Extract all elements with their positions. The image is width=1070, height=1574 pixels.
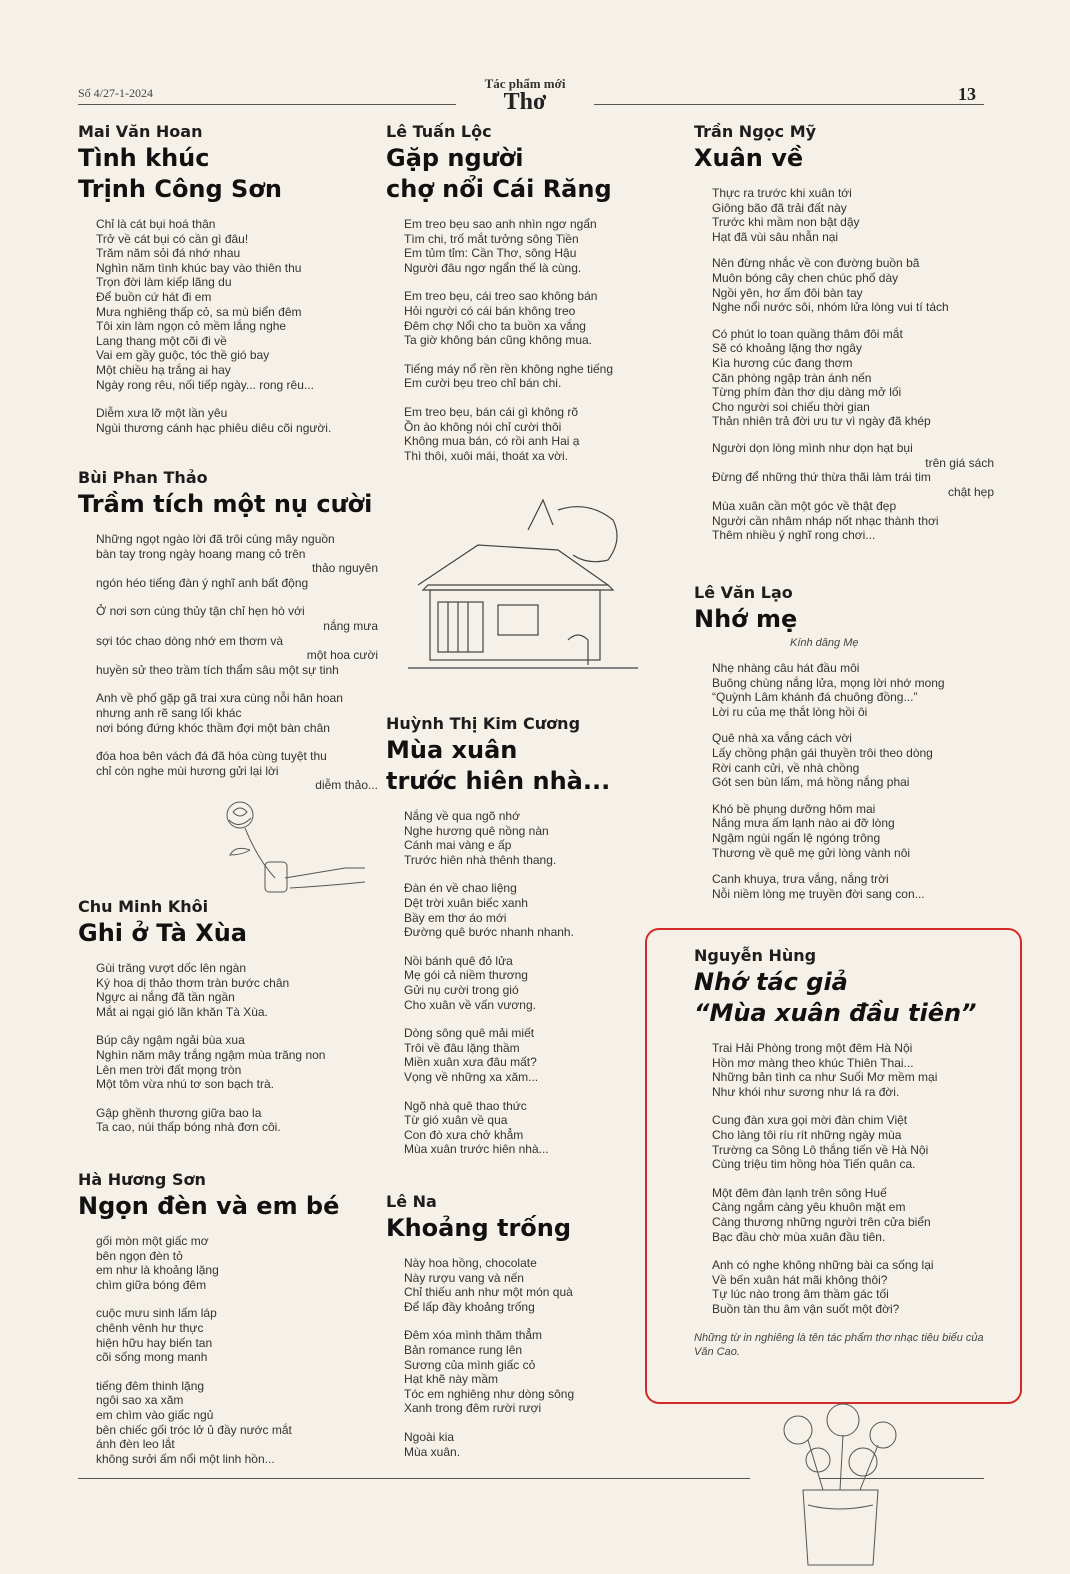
poem-tram-tich	[78, 468, 378, 807]
poem-line: ngón héo tiếng đàn ý nghĩ anh bất động	[96, 575, 309, 590]
poem-line: Gót sen bùn lấm, má hồng nắng phai	[712, 775, 910, 790]
poem-line: Những ngọt ngào lời đã trôi cùng mây nguồn	[96, 532, 335, 546]
poem-nho-me	[694, 583, 994, 913]
poem-line: Lên men trời đất mọng tròn	[96, 1062, 242, 1077]
poem-stanza	[404, 405, 686, 463]
poem-line: Đường quê bước nhanh nhanh.	[404, 925, 574, 940]
poem-line: Lời ru của mẹ thắt lòng hồi ôi	[712, 704, 868, 719]
poem-line: Sẽ có khoảng lặng thơ ngây	[712, 341, 862, 356]
poem-line: Tự lúc nào trong âm thầm gác tối	[712, 1287, 889, 1302]
poem-line: Em treo bẹu, cái treo sao không bán	[404, 289, 598, 304]
poem-line: Người cần nhâm nháp nốt nhạc thành thơi	[712, 513, 939, 528]
poem-line: Hạt đã vùi sâu nhẫn nại	[712, 229, 839, 244]
poem-line: chìm giữa bóng đêm	[96, 1277, 207, 1292]
poem-ngon-den	[78, 1170, 378, 1480]
poem-title-line: Trịnh Công Sơn	[78, 175, 282, 203]
poem-body	[404, 809, 686, 1157]
poem-line: huyền sử theo trầm tích thẩm sâu một sự tinh	[96, 662, 339, 677]
poem-line: Ở nơi sơn cùng thủy tận chỉ hẹn hò với	[96, 604, 305, 619]
poem-stanza	[712, 256, 994, 314]
poem-line: Nắng về qua ngõ nhớ	[404, 809, 520, 823]
poem-title	[694, 143, 994, 174]
poem-stanza	[96, 1033, 378, 1091]
poem-title	[694, 604, 994, 635]
poem-line: Ngậm ngùi ngấn lệ ngóng trông	[712, 830, 881, 845]
poem-dedication: Kính dâng Mẹ	[790, 637, 859, 649]
poem-title	[78, 1191, 378, 1222]
poem-line: Dệt trời xuân biếc xanh	[404, 895, 528, 910]
poem-line: Một đêm đàn lạnh trên sông Huế	[712, 1185, 887, 1200]
poem-line: Một chiều hạ trắng ai hay	[96, 362, 231, 377]
poem-line: em như là khoảng lặng	[96, 1263, 219, 1278]
poem-title-line: Gặp người	[386, 144, 524, 172]
poem-line: Rời canh cửi, về nhà chồng	[712, 760, 860, 775]
poem-tinh-khuc	[78, 122, 378, 449]
poem-line: Trọn đời làm kiếp lãng du	[96, 275, 232, 290]
house-sketch-illustration	[408, 490, 638, 685]
poem-line: Cung đàn xưa gọi mời đàn chim Việt	[712, 1113, 908, 1128]
poem-line: Cùng triệu tim hồng hòa Tiến quân ca.	[712, 1157, 916, 1172]
poem-line: Thương về quê mẹ gửi lòng vành nôi	[712, 845, 911, 860]
poem-line: Cho xuân về vấn vương.	[404, 997, 536, 1012]
poem-line: Mẹ gói cả niềm thương	[404, 968, 528, 983]
poem-stanza	[712, 441, 994, 543]
poem-line: Anh về phố gặp gã trai xưa cùng nỗi hân hoan	[96, 691, 343, 706]
poem-line: Này hoa hồng, chocolate	[404, 1256, 537, 1270]
poem-line: Quê nhà xa vắng cách vời	[712, 731, 852, 746]
poem-title-line: Mùa xuân	[386, 736, 518, 764]
poem-line: Kìa hương cúc đang thơm	[712, 355, 853, 370]
poem-line: ánh đèn leo lắt	[96, 1437, 175, 1452]
section-title: Thơ	[503, 89, 547, 115]
poem-stanza	[404, 1430, 686, 1459]
poem-line: Tiếng máy nổ rền rền không nghe tiếng	[404, 361, 614, 376]
poem-line: nơi bóng đứng khóc thầm đợi một bàn chân	[96, 720, 330, 735]
poem-line: Đừng để những thứ thừa thãi làm trái tim	[712, 470, 931, 485]
poem-line: Buồn tàn thu âm vận suốt một đời?	[712, 1301, 900, 1316]
poem-stanza	[96, 604, 378, 677]
poem-line: Nắng mưa ấm lạnh nào ai đỡ lòng	[712, 816, 895, 831]
poem-line: Ngực ai nắng đã tần ngần	[96, 990, 235, 1005]
poem-line: Diễm xưa lỡ một lần yêu	[96, 406, 228, 421]
poem-line: Nồi bánh quê đỏ lửa	[404, 953, 513, 968]
poem-author: Nguyễn Hùng	[694, 946, 817, 965]
poem-body	[404, 217, 686, 463]
poem-line: Gửi nụ cười trong gió	[404, 982, 519, 997]
header-rule-left	[78, 104, 456, 105]
poem-line: không sưởi ấm nổi một linh hồn...	[96, 1451, 275, 1466]
poem-line: Trước hiên nhà thênh thang.	[404, 852, 557, 867]
poem-line: Mùa xuân cần một góc về thật đẹp	[712, 499, 897, 514]
section-supertitle: Tác phẩm mới	[484, 76, 566, 91]
poem-title-line: chợ nổi Cái Răng	[386, 175, 612, 203]
highlight-box	[645, 928, 1022, 1404]
poem-line: Nên đừng nhắc về con đường buồn bã	[712, 256, 920, 271]
poem-title-line: Khoảng trống	[386, 1214, 572, 1242]
poem-title-line: Ngọn đèn và em bé	[78, 1192, 340, 1220]
poem-stanza	[404, 1256, 686, 1314]
poem-line: Từ gió xuân về qua	[404, 1113, 508, 1128]
poem-line: Cánh mai vàng e ấp	[404, 838, 512, 853]
poem-stanza	[96, 961, 378, 1019]
poem-body	[96, 532, 378, 793]
poem-line: thảo nguyên	[311, 561, 378, 576]
poem-gap-nguoi	[386, 122, 686, 477]
poem-line: Muôn bóng cây chen chúc phố dày	[712, 270, 899, 285]
poem-line: Tìm chi, trố mắt tưởng sông Tiền	[404, 231, 579, 246]
poem-line: Hồn mơ màng theo khúc Thiên Thai...	[712, 1055, 914, 1070]
poem-line: Chỉ là cát bụi hoá thân	[96, 217, 216, 231]
poem-line: Trở về cát bụi có cần gì đâu!	[96, 231, 249, 246]
poem-line: Em tủm tỉm: Cần Thơ, sông Hậu	[404, 246, 577, 261]
poem-line: Có phút lo toan quầng thâm đôi mắt	[712, 326, 903, 341]
poem-line: Từng phím đàn thơ dịu dàng mở lối	[712, 385, 902, 400]
poem-ghi-o-ta-xua	[78, 897, 378, 1149]
poem-stanza	[404, 1328, 686, 1416]
poem-line: gối mòn một giấc mơ	[96, 1234, 209, 1248]
poem-line: nắng mưa	[323, 618, 378, 633]
poem-line: Ngồi yên, hơ ấm đôi bàn tay	[712, 285, 863, 300]
poem-line: Canh khuya, trưa vắng, nắng trời	[712, 872, 889, 887]
issue-number: Số 4/27-1-2024	[78, 86, 153, 100]
poem-line: hiện hữu hay biến tan	[96, 1335, 213, 1350]
poem-line: một hoa cười	[306, 648, 378, 663]
poem-line: Càng ngắm càng yêu khuôn mặt em	[712, 1200, 906, 1215]
poem-line: Thản nhiên trả đời ưu tư vì ngày đã khép	[712, 414, 931, 429]
poem-stanza	[96, 749, 378, 793]
poem-line: Như khói như sương như lá ra đời.	[712, 1084, 900, 1099]
poem-line: Một tôm vừa nhú tơ son bạch trà.	[96, 1077, 274, 1092]
poem-line: chỉ còn nghe mùi hương gửi lại lời	[96, 763, 279, 778]
poem-line: Căn phòng ngập tràn ánh nến	[712, 370, 872, 385]
poem-title-line: “Mùa xuân đầu tiên”	[694, 999, 977, 1027]
poem-footnote: Những từ in nghiêng là tên tác phẩm thơ nhạc tiêu biểu của Văn Cao.	[694, 1331, 984, 1358]
rose-sketch-illustration	[205, 790, 370, 900]
poem-mua-xuan	[386, 714, 686, 1171]
header-rule-right	[594, 104, 984, 105]
poem-line: Thì thôi, xuôi mái, thoát xa vời.	[404, 448, 568, 463]
poem-line: Ký hoa dị thảo thơm tràn bước chân	[96, 975, 290, 990]
poem-line: Nỗi niềm lòng mẹ truyền đời sang con...	[712, 886, 925, 901]
poem-stanza	[712, 731, 994, 789]
poem-stanza	[404, 1099, 686, 1157]
poem-body	[712, 186, 994, 543]
poem-stanza	[404, 954, 686, 1012]
poem-body	[404, 1256, 686, 1459]
poem-line: Thực ra trước khi xuân tới	[712, 186, 852, 200]
poem-line: Thêm nhiều ý nghĩ rong chơi...	[712, 528, 876, 543]
poem-line: Trai Hải Phòng trong một đêm Hà Nội	[712, 1041, 913, 1055]
poem-line: Ta giờ không bán cũng không mua.	[404, 333, 592, 348]
poem-author: Mai Văn Hoan	[78, 122, 203, 141]
poem-line: Bạc đầu chờ mùa xuân đầu tiên.	[712, 1229, 886, 1244]
poem-line: Xanh trong đêm rười rượi	[404, 1401, 542, 1416]
poem-author: Chu Minh Khôi	[78, 897, 209, 916]
poem-author: Huỳnh Thị Kim Cương	[386, 714, 581, 733]
poem-title	[386, 1213, 686, 1244]
poem-line: Bản romance rung lên	[404, 1342, 523, 1357]
poem-line: Ta cao, núi thấp bóng nhà đơn côi.	[96, 1120, 281, 1135]
poem-line: Anh có nghe không những bài ca sống lại	[712, 1258, 934, 1273]
poem-line: Bầy em thơ áo mới	[404, 910, 507, 925]
poem-line: Hỏi người có cái bán không treo	[404, 303, 576, 318]
poem-stanza	[96, 532, 378, 590]
poem-stanza	[404, 289, 686, 347]
poem-stanza	[712, 802, 994, 860]
poem-line: Tôi xin làm ngọn cỏ mềm lắng nghe	[96, 319, 287, 334]
poem-line: Ngoài kia	[404, 1429, 455, 1444]
poem-line: Này rượu vang và nến	[404, 1270, 524, 1285]
poem-author: Bùi Phan Thảo	[78, 468, 208, 487]
poem-line: em chìm vào giấc ngủ	[96, 1407, 214, 1422]
poem-stanza	[404, 881, 686, 939]
poem-author: Lê Tuấn Lộc	[386, 122, 492, 141]
poem-line: Mưa nghiêng thấp cỏ, sa mù biển đêm	[96, 304, 302, 319]
poem-line: Ngày rong rêu, nối tiếp ngày... rong rêu...	[96, 377, 314, 392]
poem-line: Ngùi thương cánh hạc phiêu diêu cõi người.	[96, 420, 332, 435]
poem-line: Trăm năm sỏi đá nhớ nhau	[96, 246, 241, 261]
poem-line: chênh vênh hư thực	[96, 1320, 204, 1335]
poem-line: Người đâu ngơ ngẩn thế là cùng.	[404, 260, 582, 275]
poem-title-line: Ghi ở Tà Xùa	[78, 919, 247, 947]
poem-line: diễm thảo...	[315, 778, 378, 793]
poem-author: Trần Ngọc Mỹ	[694, 122, 817, 141]
poem-line: Tóc em nghiêng như dòng sông	[404, 1386, 575, 1401]
poem-stanza	[96, 1106, 378, 1135]
poem-line: Trôi về đâu lặng thầm	[404, 1040, 520, 1055]
poem-stanza	[712, 327, 994, 429]
poem-line: Đàn én về chao liệng	[404, 881, 517, 896]
poem-body	[712, 661, 994, 901]
poem-line: Để buồn cứ hát đi em	[96, 289, 212, 304]
poem-title-line: Xuân về	[694, 144, 804, 172]
poem-line: Buông chùng nắng lửa, mọng lời nhớ mong	[712, 675, 945, 690]
poem-line: Nghe nổi nước sôi, nhóm lửa lòng vui tí tách	[712, 300, 949, 315]
poem-stanza	[96, 691, 378, 735]
poem-line: Trước khi mầm non bật dậy	[712, 215, 860, 230]
poem-line: Về bến xuân hát mãi không thôi?	[712, 1272, 888, 1287]
poem-body	[96, 1234, 378, 1466]
poem-xuan-ve	[694, 122, 994, 555]
poem-author: Hà Hương Sơn	[78, 1170, 206, 1189]
poem-title-line: trước hiên nhà...	[386, 767, 611, 795]
poem-line: Dòng sông quê mải miết	[404, 1026, 535, 1041]
poem-stanza	[96, 1306, 378, 1364]
poem-line: bên chiếc gối tróc lở ủ đầy nước mắt	[96, 1422, 292, 1437]
poem-line: cõi sống mong manh	[96, 1350, 208, 1365]
poem-line: Vọng về những xa xăm...	[404, 1069, 539, 1084]
poem-title-line: Nhớ mẹ	[694, 605, 798, 633]
poem-stanza	[404, 217, 686, 275]
poem-title	[386, 735, 686, 797]
poem-line: Em treo bẹu sao anh nhìn ngơ ngẩn	[404, 217, 597, 231]
poem-line: Nghìn năm mây trắng ngậm mùa trăng non	[96, 1047, 326, 1062]
poem-line: Để lấp đầy khoảng trống	[404, 1299, 535, 1314]
poem-stanza	[96, 1379, 378, 1467]
poem-line: Vai em gầy guộc, tóc thề gió bay	[96, 348, 270, 363]
poem-line: bàn tay trong ngày hoang mang cỏ trên	[96, 546, 306, 561]
poem-line: Càng thương những người trên cửa biển	[712, 1214, 931, 1229]
poem-line: Cho làng tôi ríu rít những ngày mùa	[712, 1127, 902, 1142]
poem-line: Lang thang một cõi đi về	[96, 333, 227, 348]
poem-line: Gùi trăng vượt dốc lên ngàn	[96, 961, 246, 975]
poem-line: Hạt khẽ này mầm	[404, 1372, 499, 1387]
poem-line: Giông bão đã trải đất này	[712, 200, 847, 215]
poem-line: Búp cây ngậm ngải bùa xua	[96, 1033, 245, 1048]
poem-line: chật hẹp	[947, 484, 994, 499]
poem-line: sợi tóc chao dòng nhớ em thơm và	[96, 633, 284, 648]
poem-line: ngôi sao xa xăm	[96, 1393, 184, 1408]
poem-body	[96, 217, 378, 435]
poem-title	[78, 489, 378, 520]
poem-line: Mắt ai ngại gió lãn khăn Tà Xùa.	[96, 1004, 268, 1019]
poem-line: Đêm chợ Nổi cho ta buồn xa vắng	[404, 318, 586, 333]
poem-line: tiếng đêm thinh lặng	[96, 1378, 205, 1393]
poem-title	[78, 143, 378, 205]
poem-line: Đêm xóa mình thăm thẳm	[404, 1328, 543, 1343]
section-header	[455, 76, 595, 115]
poem-line: trên giá sách	[925, 455, 994, 470]
poem-line: Nghìn năm tình khúc bay vào thiên thu	[96, 260, 302, 275]
poem-line: Trường ca Sông Lô thắng tiến về Hà Nội	[712, 1142, 929, 1157]
poem-stanza	[96, 406, 378, 435]
poem-stanza	[712, 186, 994, 244]
poem-body	[96, 961, 378, 1135]
poem-line: “Quỳnh Lâm khánh đá chuông đồng...”	[712, 690, 918, 705]
poem-line: Miền xuân xưa đâu mất?	[404, 1055, 537, 1070]
poem-line: Khó bề phụng dưỡng hôm mai	[712, 801, 876, 816]
poem-line: Lấy chồng phận gái thuyền trôi theo dòng	[712, 745, 933, 760]
poem-stanza	[404, 1026, 686, 1084]
poem-title-line: Nhớ tác giả	[694, 968, 848, 996]
poem-line: Nghe hương quê nồng nàn	[404, 823, 549, 838]
flower-vase-sketch-illustration	[748, 1400, 928, 1572]
poem-line: Mùa xuân.	[404, 1444, 461, 1459]
poem-author: Lê Văn Lạo	[694, 583, 793, 602]
poem-stanza	[404, 362, 686, 391]
poem-title-line: Trầm tích một nụ cười	[78, 490, 373, 518]
poem-stanza	[404, 809, 686, 867]
poem-line: Em treo bẹu, bán cái gì không rõ	[404, 404, 579, 419]
poem-line: Em cười bẹu treo chỉ bán chi.	[404, 376, 562, 391]
poem-line: Người dọn lòng mình như dọn hạt bụi	[712, 440, 913, 455]
poem-line: Mùa xuân trước hiên nhà...	[404, 1142, 549, 1157]
poem-line: Chỉ thiếu anh như một món quà	[404, 1285, 573, 1300]
poem-line: Gập ghềnh thương giữa bao la	[96, 1105, 262, 1120]
poem-author: Lê Na	[386, 1192, 437, 1211]
poem-khoang-trong	[386, 1192, 686, 1473]
poem-line: cuộc mưu sinh lấm láp	[96, 1306, 217, 1321]
poem-line: Không mua bán, có rồi anh Hai ạ	[404, 434, 580, 449]
poem-line: bên ngọn đèn tỏ	[96, 1248, 183, 1263]
poem-title-line: Tình khúc	[78, 144, 210, 172]
poem-line: Sương của mình giấc cỏ	[404, 1357, 536, 1372]
poem-line: Nhẹ nhàng câu hát đầu môi	[712, 661, 860, 675]
poem-line: Những bản tình ca như Suối Mơ mềm mại	[712, 1070, 938, 1085]
poem-line: Ngõ nhà quê thao thức	[404, 1098, 527, 1113]
poem-line: đóa hoa bên vách đá đã hóa cùng tuyệt thu	[96, 749, 327, 764]
poem-stanza	[712, 872, 994, 901]
poem-title	[78, 918, 378, 949]
poem-stanza	[712, 661, 994, 719]
poem-line: nhưng anh rẽ sang lối khác	[96, 705, 242, 720]
poem-title	[386, 143, 686, 205]
poem-line: Ồn ào không nói chỉ cười thôi	[404, 419, 562, 434]
poem-line: Cho người soi chiếu thời gian	[712, 399, 870, 414]
poem-stanza	[96, 1234, 378, 1292]
page-number: 13	[958, 84, 976, 104]
poem-stanza	[96, 217, 378, 392]
poem-line: Con đò xưa chở khẳm	[404, 1127, 524, 1142]
